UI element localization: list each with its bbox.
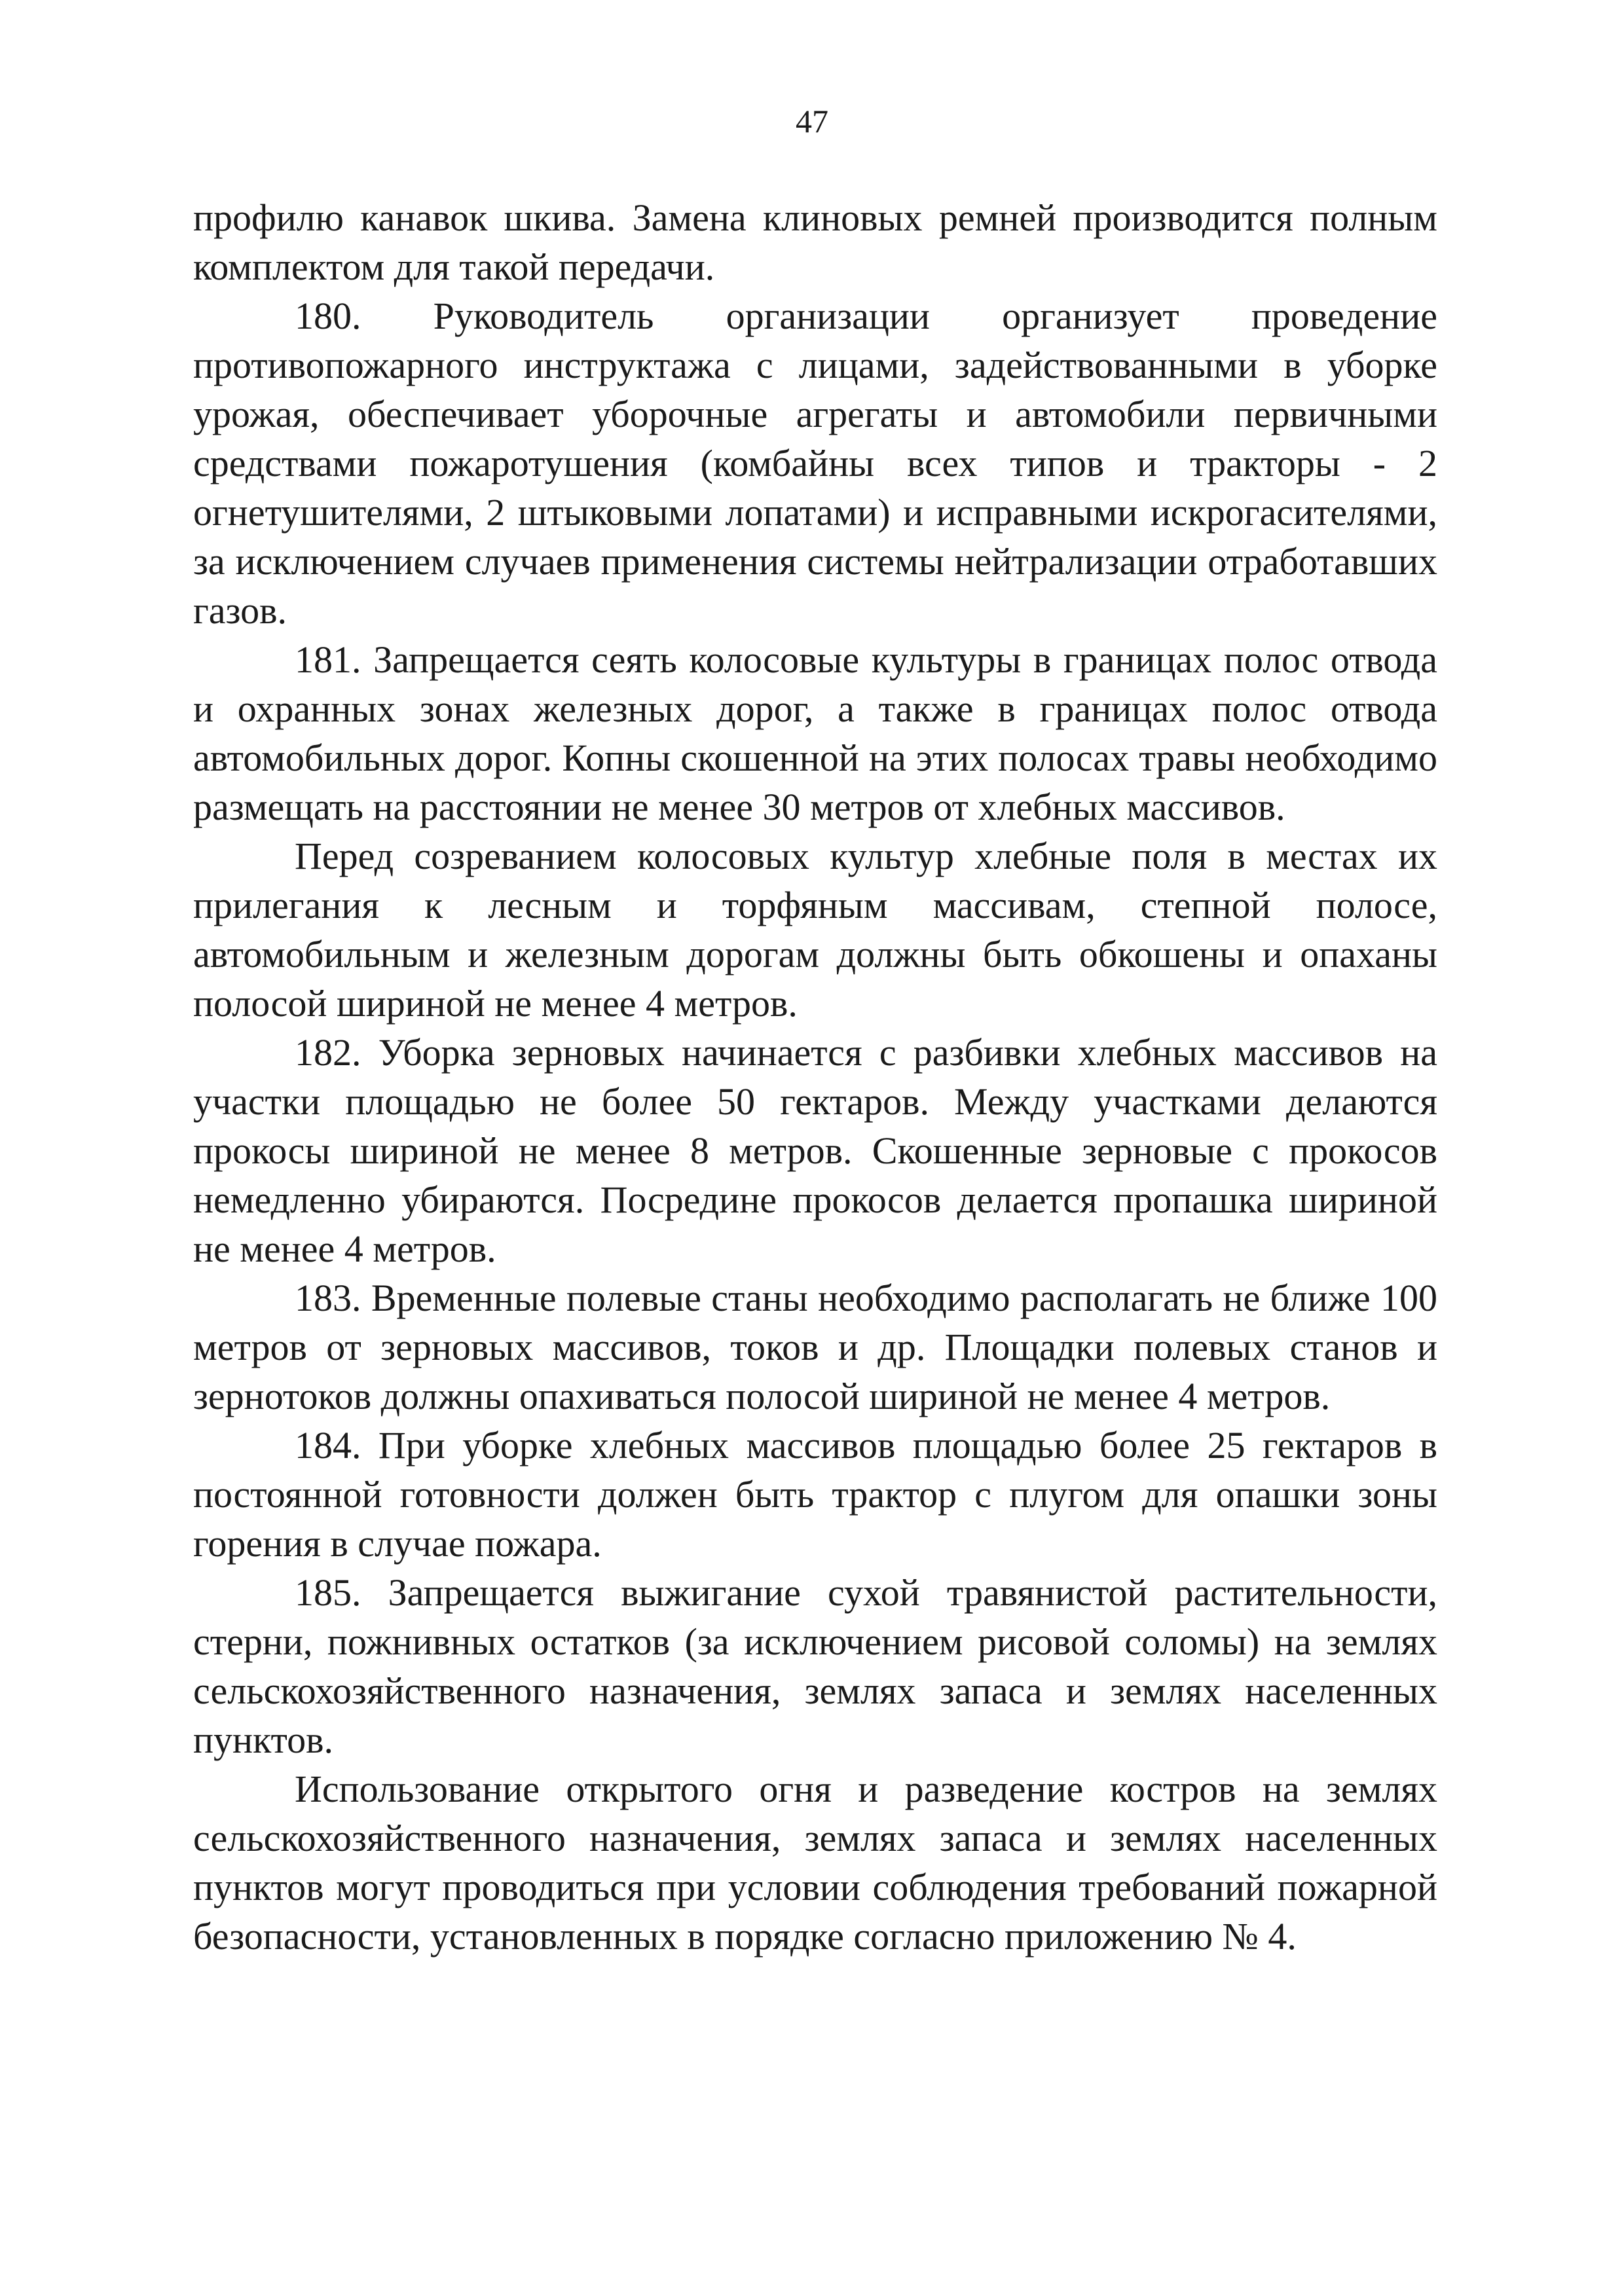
- paragraph-continuation: профилю канавок шкива. Замена клиновых ремней производится полным комплектом для такой передачи.: [193, 196, 1437, 288]
- paragraph-185-part2: Использование открытого огня и разведение костров на землях сельскохозяйственного назначения, землях запаса и землях населенных пунктов могут проводиться при условии соблюдения требований пожарной безопасности, установленных в порядке согласно приложению № 4.: [193, 1768, 1437, 1958]
- document-body: [193, 193, 1437, 1961]
- page-number: 47: [796, 103, 828, 139]
- paragraph-182: 182. Уборка зерновых начинается с разбивки хлебных массивов на участки площадью не более 50 гектаров. Между участками делаются прокосы шириной не менее 8 метров. Скошенные зерновые с прокосов немедленно убираются. Посредине прокосов делается пропашка шириной не менее 4 метров.: [193, 1031, 1437, 1270]
- paragraph-183: 183. Временные полевые станы необходимо располагать не ближе 100 метров от зерновых массивов, токов и др. Площадки полевых станов и зернотоков должны опахиваться полосой шириной не менее 4 метров.: [193, 1277, 1437, 1417]
- paragraph-180: 180. Руководитель организации организует проведение противопожарного инструктажа с лицами, задействованными в уборке урожая, обеспечивает уборочные агрегаты и автомобили первичными средствами пожаротушения (комбайны всех типов и тракторы - 2 огнетушителями, 2 штыковыми лопатами) и исправными искрогасителями, за исключением случаев применения системы нейтрализации отработавших газов.: [193, 295, 1437, 632]
- paragraph-185: 185. Запрещается выжигание сухой травянистой растительности, стерни, пожнивных остатков (за исключением рисовой соломы) на землях сельскохозяйственного назначения, землях запаса и землях населенных пунктов.: [193, 1571, 1437, 1761]
- paragraph-181-part2: Перед созреванием колосовых культур хлебные поля в местах их прилегания к лесным и торфяным массивам, степной полосе, автомобильным и железным дорогам должны быть обкошены и опаханы полосой шириной не менее 4 метров.: [193, 835, 1437, 1025]
- paragraph-181: 181. Запрещается сеять колосовые культуры в границах полос отвода и охранных зонах железных дорог, а также в границах полос отвода автомобильных дорог. Копны скошенной на этих полосах травы необходимо размещать на расстоянии не менее 30 метров от хлебных массивов.: [193, 638, 1437, 828]
- paragraph-184: 184. При уборке хлебных массивов площадью более 25 гектаров в постоянной готовности должен быть трактор с плугом для опашки зоны горения в случае пожара.: [193, 1424, 1437, 1565]
